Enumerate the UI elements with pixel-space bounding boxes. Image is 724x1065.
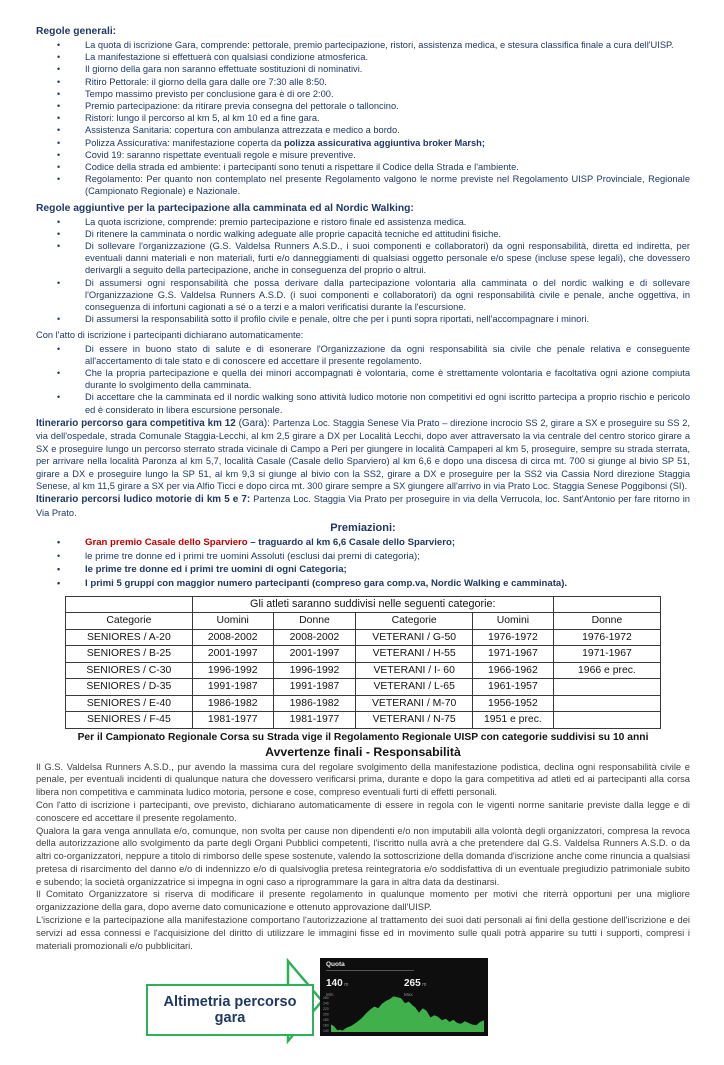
y-axis-tick: 160 bbox=[323, 1023, 329, 1028]
table-cell: 1976-1972 bbox=[553, 629, 660, 646]
elevation-chart-title: Quota bbox=[326, 961, 414, 971]
table-caption: Gli atleti saranno suddivisi nelle seguenti categorie: bbox=[192, 596, 553, 613]
y-axis-tick: 240 bbox=[323, 1001, 329, 1006]
route-competitive-body: Partenza Loc. Staggia Senese Via Prato – direzione incrocio SS 2, girare a SX e proseguire su SS 2, via dell'ospedale, strada Comunale Staggia-Lecchi, al km 2,5 girare a DX per Località Lecchi, dopo aver attraversato la via centrale del centro storico girare a SX e proseguire lungo un percorso sterrato strada vicinale di Campo a Peri per giungere in località Campaperi al km 5, proseguire, sempre su strada sterrata, per arrivare nella località Paronza al km 5,7, località Casale (Casale dello Sparviero) al km 6,6 e dopo una discesa di circa mt. 700 si giunge al bivio SP 51, girare a DX e proseguire lungo la SP 51, al km 9,3 si giunge al bivio con la SS2, girare a DX e proseguire per la SS2 via Cassia Nord direzione Staggia Senese, al km 11,5 girare a SX per via Alfio Ticci e dopo circa mt. 300 girare sempre a SX giungere all'arrivo in via Prato Loc. Staggia Senese Poggibonsi (SI). bbox=[36, 417, 690, 491]
table-header-cell: Donne bbox=[553, 613, 660, 630]
walking-rules-title: Regole aggiuntive per la partecipazione alla camminata ed al Nordic Walking: bbox=[36, 202, 414, 214]
table-header-cell: Uomini bbox=[472, 613, 553, 630]
prize-item: • I primi 5 gruppi con maggior numero partecipanti (compreso gara comp.va, Nordic Walking e camminata). bbox=[36, 577, 690, 591]
categories-table bbox=[65, 596, 661, 729]
elevation-max-value: 265 bbox=[404, 978, 421, 990]
list-item: • Che la propria partecipazione e quella dei minori accompagnati è volontaria, come è strettamente volontaria e facoltativa ogni azione compiuta durante lo svolgimento della camminata. bbox=[36, 367, 690, 391]
declaration-list bbox=[36, 343, 690, 416]
final-paragraph: Il Comitato Organizzatore si riserva di modificare il presente regolamento in qualunque momento per motivi che riterrà opportuni per una migliore organizzazione della gara, dopo averne dato comunicazione e ottenuto approvazione dall'UISP. bbox=[36, 888, 690, 913]
prize-item: • Gran premio Casale dello Sparviero – traguardo al km 6,6 Casale dello Sparviero; bbox=[36, 536, 690, 550]
table-caption-row bbox=[66, 596, 661, 613]
table-cell: 1981-1977 bbox=[192, 712, 273, 729]
list-item: • Ritiro Pettorale: il giorno della gara dalle ore 7:30 alle 8:50. bbox=[36, 76, 690, 88]
y-axis-tick: 220 bbox=[323, 1007, 329, 1012]
table-cell: VETERANI / G-50 bbox=[356, 629, 473, 646]
table-cell: 1971-1967 bbox=[553, 646, 660, 663]
table-header-cell: Donne bbox=[273, 613, 356, 630]
general-rules-list bbox=[36, 39, 690, 198]
walking-rules-list bbox=[36, 216, 690, 326]
table-header-row bbox=[66, 613, 661, 630]
list-item: • Polizza Assicurativa: manifestazione coperta da polizza assicurativa aggiuntiva broker Marsh; bbox=[36, 137, 690, 149]
list-item: • La quota iscrizione, comprende: premio partecipazione e ristoro finale ed assistenza medica. bbox=[36, 216, 690, 228]
list-item: • Di sollevare l'organizzazione (G.S. Valdelsa Runners A.S.D., i suoi componenti e collaboratori) da ogni responsabilità, diretta ed indiretta, per eventuali danni materiali e non materiali, furti e/o danneggiamenti di qualsiasi oggetto personale e/o spese (incluse spese legali), che dovessero derivargli a seguito della partecipazione, anche in conseguenza del proprio o altrui. bbox=[36, 240, 690, 277]
table-cell: SENIORES / F-45 bbox=[66, 712, 193, 729]
table-row bbox=[66, 646, 661, 663]
y-axis-tick: 200 bbox=[323, 1012, 329, 1017]
table-cell: 1981-1977 bbox=[273, 712, 356, 729]
list-item: • Il giorno della gara non saranno effettuate sostituzioni di nominativi. bbox=[36, 63, 690, 75]
prize-item: • le prime tre donne ed i primi tre uomini di ogni Categoria; bbox=[36, 563, 690, 577]
route-ludic bbox=[36, 493, 690, 519]
final-paragraph: L'iscrizione e la partecipazione alla manifestazione comportano l'autorizzazione al trattamento dei suoi dati personali ai fini della gestione dell'iscrizione e dei servizi ad essa connessi e l'acquisizione del diritto di utilizzare le immagini fisse ed in movimento sulle quali potrà apparire su tutti i supporti, compresi i materiali promozionali e/o pubblicitari. bbox=[36, 914, 690, 951]
table-cell: VETERANI / M-70 bbox=[356, 695, 473, 712]
table-cell: SENIORES / D-35 bbox=[66, 679, 193, 696]
list-item: • Premio partecipazione: da ritirare previa consegna del pettorale o talloncino. bbox=[36, 100, 690, 112]
list-item: • Regolamento: Per quanto non contemplato nel presente Regolamento valgono le norme previste nel Regolamento UISP Provinciale, Regionale (Campionato Regionale) e Nazionale. bbox=[36, 173, 690, 197]
elevation-min-label: Min bbox=[326, 991, 334, 997]
final-notes-title: Avvertenze finali - Responsabilità bbox=[265, 744, 461, 759]
elevation-max-label: Max bbox=[404, 991, 413, 997]
table-cell: 1966 e prec. bbox=[553, 662, 660, 679]
table-cell: 2001-1997 bbox=[273, 646, 356, 663]
final-paragraph: Qualora la gara venga annullata e/o, comunque, non svolta per cause non dipendenti e/o non imputabili alla volontà degli organizzatori, compresa la revoca della autorizzazione allo svolgimento da parte degli Organi Pubblici competenti, l'iscritto nulla avrà a che pretendere dal G.S. Valdelsa Runners A.S.D. o da altri co-organizzatori, neppure a titolo di rimborso delle spese sostenute, valendo la sottoscrizione della domanda d'iscrizione anche come rinuncia a qualsiasi pretesa di risarcimento del danno e/o di indennizzo e/o di qualsivoglia pretesa reintegratoria e/o soddisfattiva di un eventuale pregiudizio patrimoniale subito e subendo; la società organizzatrice si impegna in ogni caso a riprogrammare la gara in altra data da destinarsi. bbox=[36, 824, 690, 887]
table-cell: 1976-1972 bbox=[472, 629, 553, 646]
list-item: • Di ritenere la camminata o nordic walking adeguate alle proprie capacità tecniche ed attitudini fisiche. bbox=[36, 228, 690, 240]
y-axis-tick: 260 bbox=[323, 996, 329, 1001]
table-row bbox=[66, 712, 661, 729]
general-rules-title: Regole generali: bbox=[36, 26, 117, 37]
list-item: • La quota di iscrizione Gara, comprende: pettorale, premio partecipazione, ristori, assistenza medica, e stesura classifica finale a cura dell'UISP. bbox=[36, 39, 690, 51]
table-cell: SENIORES / A-20 bbox=[66, 629, 193, 646]
table-cell bbox=[553, 712, 660, 729]
list-item: • Assistenza Sanitaria: copertura con ambulanza attrezzata e medico a bordo. bbox=[36, 124, 690, 136]
list-item: • Di assumersi ogni responsabilità che possa derivare dalla partecipazione volontaria alla camminata o del nordic walking e di sollevare l'Organizzazione G.S. Valdelsa Runners A.S.D. (i suoi componenti e collaboratori) da ogni responsabilità civile e penale, anche oggettiva, in conseguenza di infortuni cagionati a sé o a terzi e a malori verificatisi durante la l'escursione. bbox=[36, 277, 690, 314]
table-cell: 2008-2002 bbox=[192, 629, 273, 646]
elevation-min-unit: m bbox=[344, 982, 349, 989]
table-row bbox=[66, 695, 661, 712]
table-cell: SENIORES / E-40 bbox=[66, 695, 193, 712]
list-item: • Codice della strada ed ambiente: i partecipanti sono tenuti a rispettare il Codice della Strada e l'ambiente. bbox=[36, 161, 690, 173]
list-item: • La manifestazione si effettuerà con qualsiasi condizione atmosferica. bbox=[36, 51, 690, 63]
table-cell bbox=[553, 679, 660, 696]
elevation-area-series bbox=[331, 997, 484, 1033]
table-cell: SENIORES / C-30 bbox=[66, 662, 193, 679]
table-cell: 1961-1957 bbox=[472, 679, 553, 696]
route-ludic-title: Itinerario percorsi ludico motorie di km 5 e 7: bbox=[36, 494, 251, 506]
y-axis-tick: 180 bbox=[323, 1018, 329, 1023]
declaration-intro: Con l'atto di iscrizione i partecipanti dichiarano automaticamente: bbox=[36, 330, 304, 341]
table-cell: 1991-1987 bbox=[192, 679, 273, 696]
list-item: • Ristori: lungo il percorso al km 5, al km 10 ed a fine gara. bbox=[36, 112, 690, 124]
table-cell: 1991-1987 bbox=[273, 679, 356, 696]
table-cell: VETERANI / L-65 bbox=[356, 679, 473, 696]
table-cell: 2008-2002 bbox=[273, 629, 356, 646]
altimetry-label: Altimetria percorso gara bbox=[163, 994, 297, 1027]
list-item: • Di accettare che la camminata ed il nordic walking sono attività ludico motorie non competitivi ed ogni iscritto partecipa a proprio rischio e pericolo ed è considerato in libera escursione personale. bbox=[36, 391, 690, 415]
list-item: • Di assumersi la responsabilità sotto il profilo civile e penale, oltre che per i punti sopra riportati, nell'accompagnare i minori. bbox=[36, 313, 690, 325]
table-cell: 1996-1992 bbox=[192, 662, 273, 679]
route-ludic-body: Partenza Loc. Staggia Via Prato per proseguire in via della Verrucola, loc. Sant'Antonio per fare ritorno in Via Prato. bbox=[36, 494, 690, 518]
prize-item: • le prime tre donne ed i primi tre uomini Assoluti (esclusi dai premi di categoria); bbox=[36, 550, 690, 564]
table-cell: 1951 e prec. bbox=[472, 712, 553, 729]
table-cell: SENIORES / B-25 bbox=[66, 646, 193, 663]
table-header-cell: Categorie bbox=[66, 613, 193, 630]
table-cell bbox=[553, 695, 660, 712]
elevation-chart bbox=[320, 958, 488, 1036]
table-empty-cell bbox=[553, 596, 660, 613]
regional-championship-note: Per il Campionato Regionale Corsa su Strada vige il Regolamento Regionale UISP con categorie suddivisi su 10 anni bbox=[77, 731, 649, 743]
table-empty-cell bbox=[66, 596, 193, 613]
y-axis-tick: 140 bbox=[323, 1029, 329, 1034]
elevation-profile-plot bbox=[322, 993, 486, 1034]
list-item: • Di essere in buono stato di salute e di esonerare l'Organizzazione da ogni responsabilità sia civile che penale relativa e conseguente all'accertamento di tale stato e di conoscere ed accettare il presente regolamento. bbox=[36, 343, 690, 367]
table-cell: VETERANI / H-55 bbox=[356, 646, 473, 663]
table-cell: 1971-1967 bbox=[472, 646, 553, 663]
route-competitive-suffix: (Gara): bbox=[235, 417, 273, 429]
altimetry-label-box bbox=[146, 984, 314, 1036]
table-cell: 1966-1962 bbox=[472, 662, 553, 679]
final-paragraph: Con l'atto di iscrizione i partecipanti, ove previsto, dichiarano automaticamente di essere in regola con le vigenti norme sanitarie previste dalla legge e di conoscere ed accettare il presente regolamento. bbox=[36, 798, 690, 823]
elevation-max-unit: m bbox=[422, 982, 427, 989]
final-paragraph: Il G.S. Valdelsa Runners A.S.D., pur avendo la massima cura del regolare svolgimento della manifestazione podistica, declina ogni responsabilità civile e penale, per eventuali incidenti di qualunque natura che dovessero verificarsi prima, durante e dopo la gara competitiva ad atleti ed ai partecipanti alla corsa libera non competitiva e camminata ludico motoria, persone e cose, compreso eventuali furti di effetti personali. bbox=[36, 760, 690, 798]
list-item: • Tempo massimo previsto per conclusione gara è di ore 2:00. bbox=[36, 88, 690, 100]
table-cell: 1986-1982 bbox=[273, 695, 356, 712]
prizes-title: Premiazioni: bbox=[330, 522, 396, 535]
table-cell: 1996-1992 bbox=[273, 662, 356, 679]
table-header-cell: Categorie bbox=[356, 613, 473, 630]
final-notes-body bbox=[36, 761, 690, 953]
prizes-list bbox=[36, 536, 690, 590]
altimetry-figure bbox=[36, 957, 690, 1065]
list-item: • Covid 19: saranno rispettate eventuali regole e misure preventive. bbox=[36, 149, 690, 161]
route-competitive bbox=[36, 417, 690, 492]
table-cell: VETERANI / N-75 bbox=[356, 712, 473, 729]
table-cell: VETERANI / I- 60 bbox=[356, 662, 473, 679]
table-cell: 1986-1982 bbox=[192, 695, 273, 712]
table-cell: 2001-1997 bbox=[192, 646, 273, 663]
table-row bbox=[66, 662, 661, 679]
table-cell: 1956-1952 bbox=[472, 695, 553, 712]
table-row bbox=[66, 679, 661, 696]
table-header-cell: Uomini bbox=[192, 613, 273, 630]
route-competitive-title: Itinerario percorso gara competitiva km 12 bbox=[36, 417, 236, 429]
elevation-min-value: 140 bbox=[326, 978, 343, 990]
table-row bbox=[66, 629, 661, 646]
